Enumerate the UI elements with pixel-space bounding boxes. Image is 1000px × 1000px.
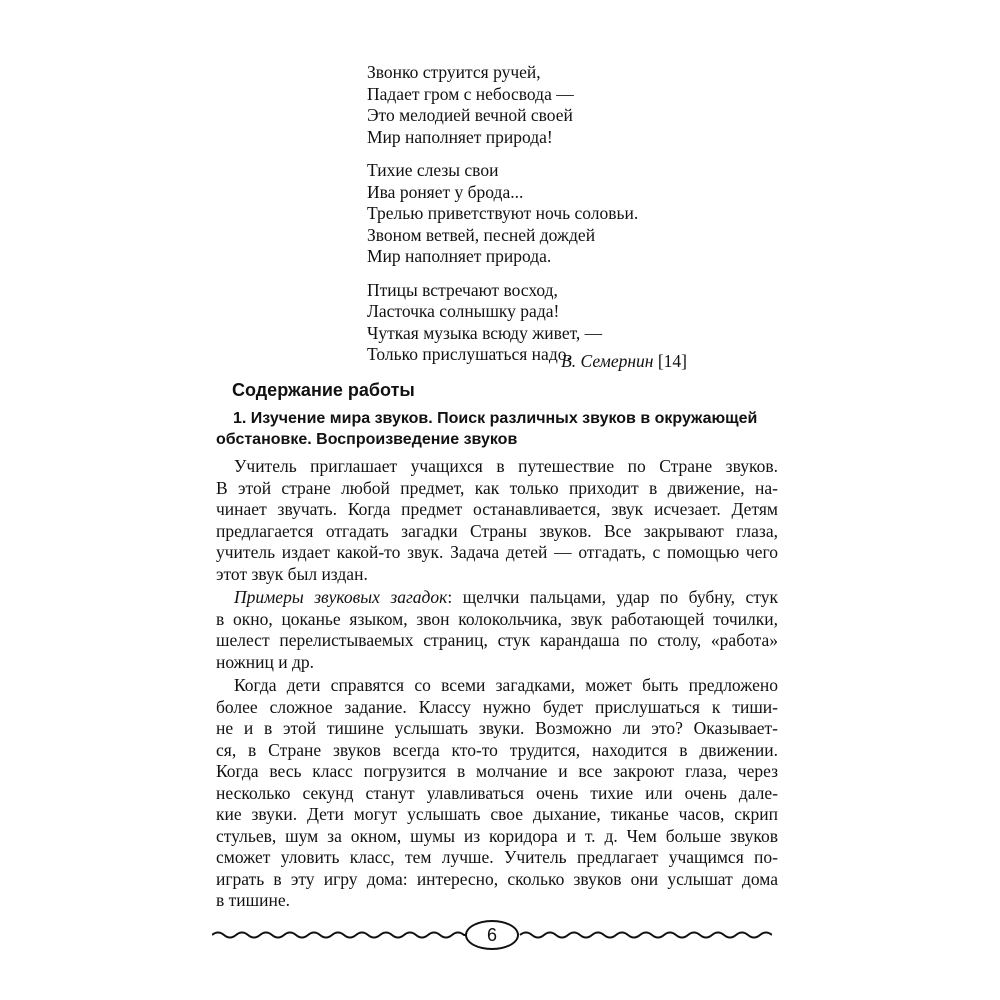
text-line: в тишине. <box>216 890 290 910</box>
text-line: чинает звучать. Когда предмет останавливается, звук исчезает. Детям <box>216 499 778 519</box>
poem-line: Чуткая музыка всюду живет, — <box>367 322 603 343</box>
text-line: стульев, шум за окном, шумы из коридора и т. д. Чем больше звуков <box>216 825 778 846</box>
subheading <box>216 408 776 450</box>
subheading-line: 1. Изучение мира звуков. Поиск различных звуков в окружающей <box>233 410 758 427</box>
wavy-line-right <box>520 933 772 938</box>
poem-stanza-1 <box>367 62 687 148</box>
text-line: шелест перелистываемых страниц, стук карандаша по столу, «работа» <box>216 630 778 650</box>
poem-line: Звоном ветвей, песней дождей <box>367 224 596 245</box>
poem-line: Только прислушаться надо. <box>367 344 571 364</box>
text-line: учитель издает какой-то звук. Задача детей — отгадать, с помощью чего <box>216 542 778 562</box>
wavy-line-left <box>212 933 466 938</box>
subheading-line: обстановке. Воспроизведение звуков <box>216 431 518 448</box>
text-line: более сложное задание. Классу нужно будет прислушаться к тиши- <box>216 696 778 717</box>
poem-author: В. Семернин <box>561 351 654 371</box>
text-line: сможет уловить класс, тем лучше. Учитель предлагает учащимся по- <box>216 847 778 867</box>
text-span: : щелчки пальцами, удар по бубну, стук <box>447 587 778 607</box>
poem-line: Птицы встречают восход, <box>367 279 558 300</box>
body-text <box>216 456 778 914</box>
poem-line: Мир наполняет природа! <box>367 126 553 147</box>
text-line: играть в эту игру дома: интересно, сколько звуков они услышат дома <box>216 868 778 889</box>
text-line: ся, в Стране звуков всегда кто-то трудится, находится в движении. <box>216 739 778 760</box>
text-line: предлагается отгадать загадки Страны звуков. Все закрывают глаза, <box>216 520 778 541</box>
text-line: в окно, цоканье языком, звон колокольчика, звук работающей точилки, <box>216 608 778 629</box>
poem <box>367 62 687 378</box>
text-line: Когда дети справятся со всеми загадками, может быть предложено <box>234 675 778 695</box>
poem-line: Падает гром с небосвода — <box>367 83 574 104</box>
poem-line: Мир наполняет природа. <box>367 246 552 266</box>
poem-line: Ива роняет у брода... <box>367 181 524 202</box>
page-number: 6 <box>465 920 519 950</box>
citation-reference: [14] <box>657 351 687 371</box>
italic-lead: Примеры звуковых загадок <box>234 587 448 607</box>
poem-line: Звонко струится ручей, <box>367 62 541 82</box>
poem-line: Трелью приветствуют ночь соловьи. <box>367 203 639 223</box>
text-line: этот звук был издан. <box>216 563 368 584</box>
poem-line: Это мелодией вечной своей <box>367 105 573 125</box>
text-line: Когда весь класс погрузится в молчание и все закроют глаза, через <box>216 761 778 781</box>
text-line: несколько секунд станут улавливаться очень тихие или очень дале- <box>216 782 778 803</box>
page-footer <box>212 915 772 955</box>
paragraph-1 <box>216 456 778 585</box>
paragraph-2 <box>216 587 778 673</box>
section-title: Содержание работы <box>232 380 415 400</box>
text-line: В этой стране любой предмет, как только приходит в движение, на- <box>216 477 778 498</box>
poem-stanza-2 <box>367 160 687 268</box>
poem-line: Ласточка солнышку рада! <box>367 301 560 321</box>
text-line: ножниц и др. <box>216 651 315 672</box>
poem-line: Тихие слезы свои <box>367 160 499 180</box>
poem-attribution <box>367 351 687 373</box>
text-line: Учитель приглашает учащихся в путешествие по Стране звуков. <box>234 456 778 476</box>
text-line: кие звуки. Дети могут услышать свое дыхание, тиканье часов, скрип <box>216 804 778 824</box>
paragraph-3 <box>216 675 778 912</box>
text-line: не и в этой тишине услышать звуки. Возможно ли это? Оказывает- <box>216 718 778 738</box>
text-line <box>216 587 778 609</box>
